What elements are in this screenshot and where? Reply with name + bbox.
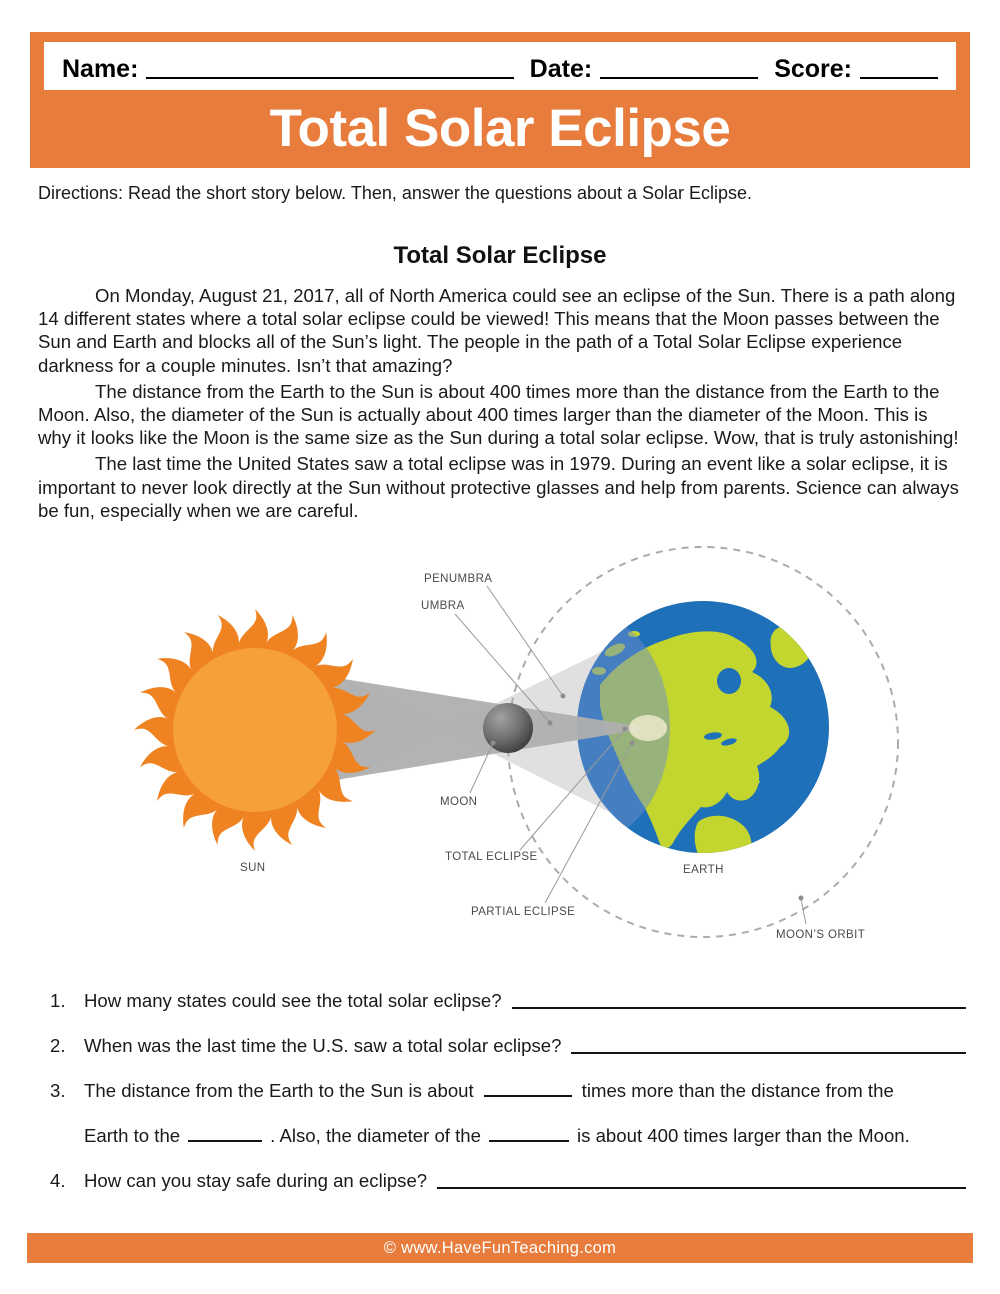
total-eclipse-dot	[623, 727, 628, 732]
question-3-text-e: is about 400 times larger than the Moon.	[577, 1125, 910, 1146]
question-3-line-2	[50, 1125, 968, 1147]
question-2	[50, 1035, 968, 1057]
earth-label: EARTH	[683, 864, 724, 876]
moons-orbit-label: MOON’S ORBIT	[776, 929, 866, 941]
directions-text: Directions: Read the short story below. Then, answer the questions about a Solar Eclipse.	[38, 183, 753, 203]
footer-bar	[27, 1233, 973, 1263]
sun-illustration	[134, 609, 376, 851]
sun-disc	[173, 648, 337, 812]
story-paragraph-3: The last time the United States saw a total eclipse was in 1979. During an event like a solar eclipse, it is important to never look directly at the Sun without protective glasses and help from parents. Science can always be fun, especially when we are careful.	[38, 453, 959, 521]
story-title: Total Solar Eclipse	[393, 242, 607, 269]
question-3-blank-3	[489, 1139, 569, 1142]
question-3-text-c: Earth to the	[84, 1125, 181, 1146]
moons-orbit-dot	[799, 896, 804, 901]
umbra-label: UMBRA	[421, 600, 465, 612]
penumbra-label: PENUMBRA	[424, 573, 493, 585]
sun-label: SUN	[240, 862, 266, 874]
name-date-score-bar	[44, 42, 956, 90]
question-4-answer-line	[437, 1186, 966, 1189]
question-2-answer-line	[571, 1051, 966, 1054]
score-label: Score:	[774, 55, 852, 83]
question-4-text: How can you stay safe during an eclipse?	[84, 1170, 428, 1191]
story-paragraph-2: The distance from the Earth to the Sun is about 400 times more than the distance from the Earth to the Moon. Also, the diameter of the Sun is actually about 400 times larger than the diameter of the Moon. This is why it looks like the Moon is the same size as the Sun during a total solar eclipse. Wow, that is truly astonishing!	[38, 380, 959, 449]
eclipse-diagram-svg	[0, 530, 1000, 970]
question-2-text: When was the last time the U.S. saw a total solar eclipse?	[84, 1035, 562, 1056]
moon-dot	[491, 741, 496, 746]
question-3-blank-2	[188, 1139, 262, 1142]
eclipse-diagram	[0, 530, 1000, 970]
total-eclipse-glow	[629, 715, 667, 741]
footer-credit-text: © www.HaveFunTeaching.com	[383, 1238, 617, 1257]
header-banner	[30, 32, 970, 168]
question-3-number: 3.	[50, 1080, 66, 1101]
question-4	[50, 1170, 968, 1192]
question-4-number: 4.	[50, 1170, 66, 1191]
moons-orbit-leader-line	[801, 899, 806, 924]
name-label: Name:	[62, 55, 139, 83]
question-3-text-a: The distance from the Earth to the Sun is about	[84, 1080, 474, 1101]
date-label: Date:	[529, 55, 593, 83]
hudson-bay-shape	[717, 668, 741, 694]
question-3-text-line-2	[84, 1125, 910, 1147]
penumbra-dot	[561, 694, 566, 699]
moon-sphere	[483, 703, 533, 753]
story-paragraph-1: On Monday, August 21, 2017, all of North America could see an eclipse of the Sun. There is a path along 14 different states where a total solar eclipse could be viewed! This means that the Moon passes between the Sun and Earth and blocks all of the Sun’s light. The people in the path of a Total Solar Eclipse experience darkness for a couple minutes. Isn’t that amazing?	[38, 285, 956, 376]
story-body	[38, 284, 964, 525]
total-eclipse-label: TOTAL ECLIPSE	[445, 851, 538, 863]
question-3-blank-1	[484, 1094, 572, 1097]
date-blank-line	[600, 76, 758, 79]
question-1-answer-line	[512, 1006, 966, 1009]
score-blank-line	[860, 76, 938, 79]
question-3-text-b: times more than the distance from the	[581, 1080, 894, 1101]
moon-label: MOON	[440, 796, 478, 808]
question-3-text-line-1	[84, 1080, 894, 1102]
question-3-line-1	[50, 1080, 968, 1102]
question-1-text: How many states could see the total solar eclipse?	[84, 990, 502, 1011]
partial-eclipse-dot	[630, 741, 635, 746]
worksheet-title: Total Solar Eclipse	[269, 98, 731, 158]
partial-eclipse-label: PARTIAL ECLIPSE	[471, 906, 576, 918]
umbra-dot	[548, 721, 553, 726]
question-3-text-d: . Also, the diameter of the	[270, 1125, 481, 1146]
question-1	[50, 990, 968, 1012]
question-2-number: 2.	[50, 1035, 66, 1056]
penumbra-leader-line	[487, 586, 563, 696]
name-blank-line	[146, 76, 513, 79]
question-1-number: 1.	[50, 990, 66, 1011]
